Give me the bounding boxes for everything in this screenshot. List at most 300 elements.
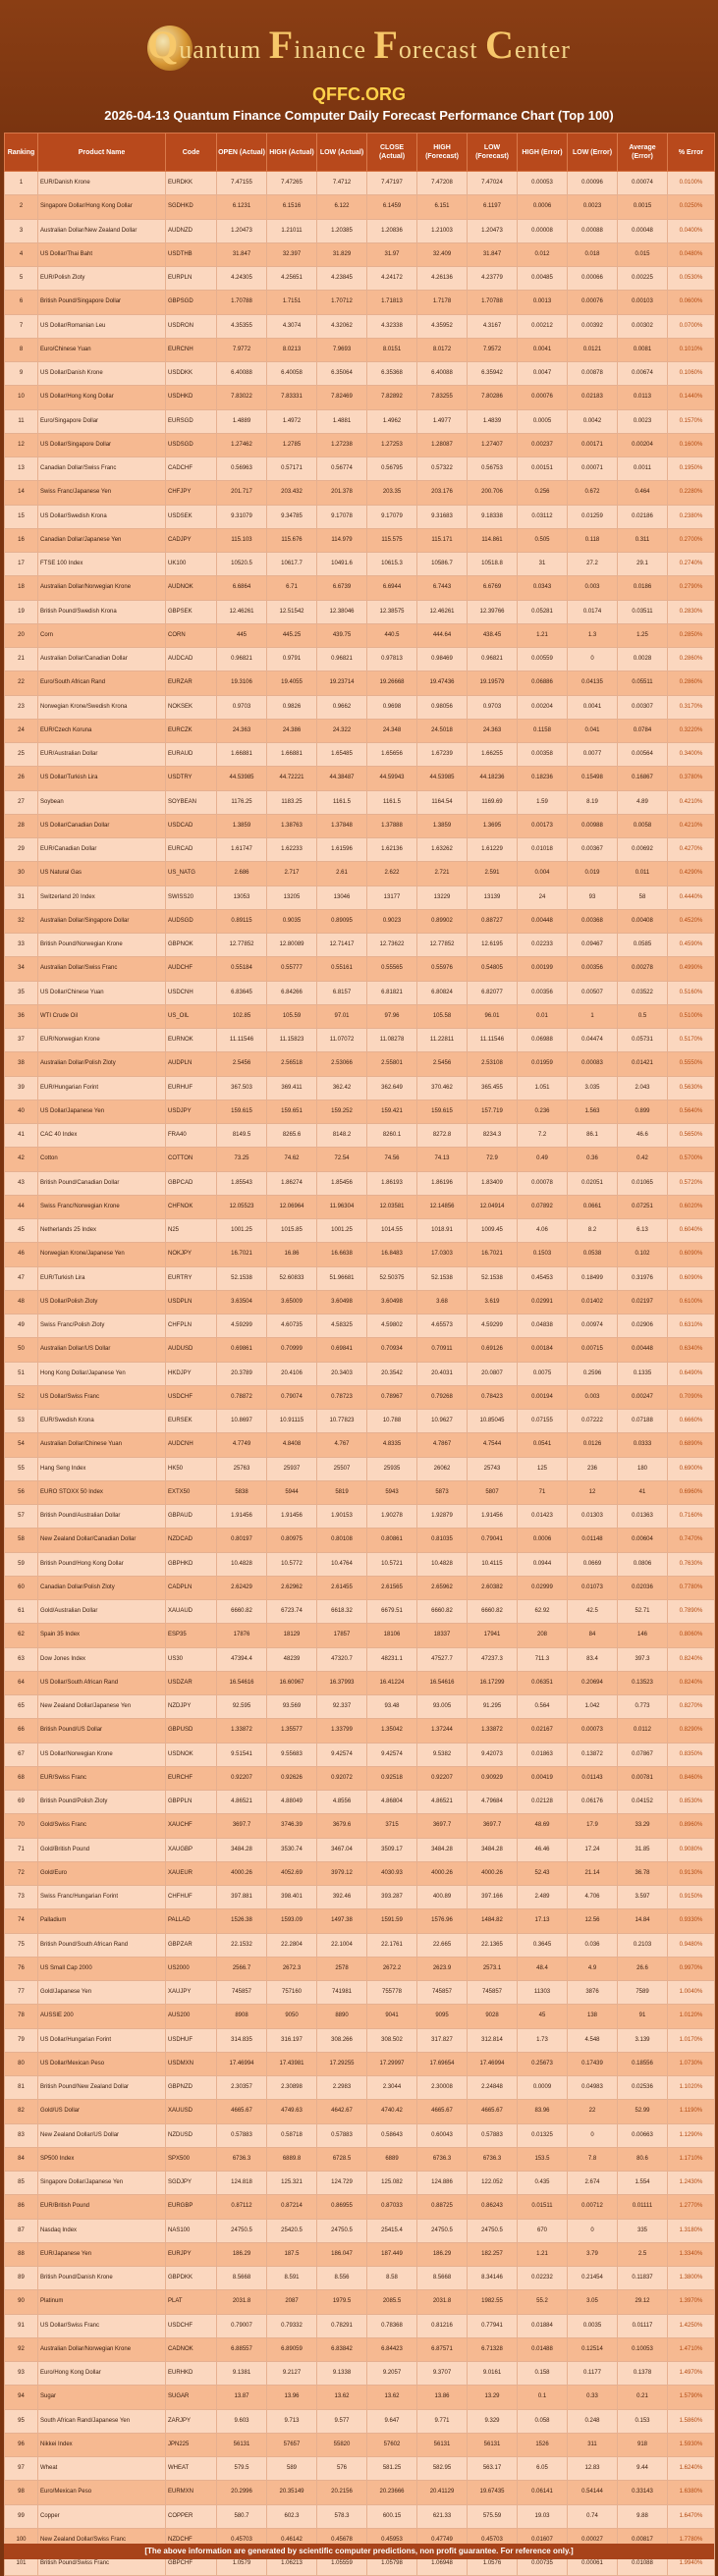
high-cell: 398.401 [267,1886,317,1909]
logo-letter-q: Q [147,23,180,67]
low-error-cell: 0.0035 [568,2314,618,2337]
low-cell: 24.322 [317,719,367,742]
high-error-cell: 0.00448 [518,909,568,933]
high-error-cell: 0.00184 [518,1338,568,1362]
high-error-cell: 0.158 [518,2362,568,2386]
product-name-cell: Gold/Swiss Franc [38,1814,166,1838]
low-forecast-cell: 6.1197 [468,195,518,219]
low-forecast-cell: 7.47024 [468,172,518,195]
high-forecast-cell: 6.40088 [417,362,468,386]
code-cell: AUDNZD [166,219,217,242]
high-forecast-cell: 400.89 [417,1886,468,1909]
open-cell: 745857 [217,1981,267,2005]
code-cell: CORN [166,623,217,647]
high-error-cell: 0.25673 [518,2052,568,2075]
product-name-cell: US Dollar/Japanese Yen [38,1100,166,1123]
low-forecast-cell: 0.86243 [468,2195,518,2219]
percent-error-cell: 0.1570% [668,409,715,433]
low-cell: 4642.67 [317,2100,367,2123]
product-name-cell: Euro/Mexican Peso [38,2481,166,2504]
code-cell: GBPDKK [166,2267,217,2290]
low-cell: 55820 [317,2433,367,2456]
high-error-cell: 0.05281 [518,600,568,623]
rank-cell: 66 [5,1719,38,1743]
high-cell: 18129 [267,1624,317,1647]
code-cell: SOYBEAN [166,790,217,814]
low-cell: 578.3 [317,2504,367,2528]
open-cell: 0.89115 [217,909,267,933]
low-forecast-cell: 3.619 [468,1290,518,1314]
close-cell: 1.35042 [367,1719,417,1743]
code-cell: XAUEUR [166,1861,217,1885]
close-cell: 1591.59 [367,1909,417,1933]
percent-error-cell: 1.0040% [668,1981,715,2005]
low-forecast-cell: 1982.55 [468,2290,518,2314]
high-forecast-cell: 1.67239 [417,743,468,767]
open-cell: 115.103 [217,528,267,552]
rank-cell: 32 [5,909,38,933]
table-row [5,2362,715,2386]
low-error-cell: 0.018 [568,242,618,266]
low-forecast-cell: 1.66255 [468,743,518,767]
high-cell: 316.197 [267,2028,317,2052]
percent-error-cell: 0.5170% [668,1029,715,1052]
high-error-cell: 0.04838 [518,1315,568,1338]
code-cell: EURGBP [166,2195,217,2219]
average-error-cell: 0.00817 [618,2528,668,2551]
product-name-cell: Canadian Dollar/Swiss Franc [38,457,166,481]
low-cell: 6.83842 [317,2337,367,2361]
low-error-cell: 1 [568,1004,618,1028]
open-cell: 9.603 [217,2409,267,2433]
low-error-cell: 0.01073 [568,1576,618,1599]
low-forecast-cell: 1.83409 [468,1171,518,1195]
open-cell: 10.4828 [217,1552,267,1576]
code-cell: CHFJPY [166,481,217,505]
product-name-cell: US Dollar/Swiss Franc [38,2314,166,2337]
low-cell: 3679.6 [317,1814,367,1838]
close-cell: 7.47197 [367,172,417,195]
open-cell: 24.363 [217,719,267,742]
high-error-cell: 0.3645 [518,1933,568,1957]
high-cell: 6723.74 [267,1600,317,1624]
code-cell: GBPAUD [166,1505,217,1529]
product-name-cell: Cotton [38,1148,166,1171]
high-error-cell: 0.0047 [518,362,568,386]
open-cell: 1.85543 [217,1171,267,1195]
high-forecast-cell: 1.92879 [417,1505,468,1529]
average-error-cell: 91 [618,2005,668,2028]
average-error-cell: 0.0585 [618,934,668,957]
code-cell: GBPPLN [166,1791,217,1814]
open-cell: 367.503 [217,1076,267,1100]
table-row [5,1791,715,1814]
high-error-cell: 1.051 [518,1076,568,1100]
logo-text [0,22,718,68]
table-row [5,886,715,909]
product-name-cell: US Dollar/Swedish Krona [38,505,166,528]
low-error-cell: 0.1177 [568,2362,618,2386]
low-forecast-cell: 3484.28 [468,1838,518,1861]
high-error-cell: 0.1158 [518,719,568,742]
low-forecast-cell: 575.59 [468,2504,518,2528]
open-cell: 2.686 [217,862,267,886]
low-forecast-cell: 19.19579 [468,671,518,695]
average-error-cell: 0.00247 [618,1385,668,1409]
rank-cell: 39 [5,1076,38,1100]
average-error-cell: 0.01088 [618,2552,668,2576]
high-cell: 0.79332 [267,2314,317,2337]
percent-error-cell: 0.6100% [668,1290,715,1314]
product-name-cell: British Pound/Swiss Franc [38,2552,166,2576]
close-cell: 440.5 [367,623,417,647]
low-cell: 6.8157 [317,981,367,1004]
low-forecast-cell: 24.363 [468,719,518,742]
product-name-cell: Spain 35 Index [38,1624,166,1647]
close-cell: 393.287 [367,1886,417,1909]
percent-error-cell: 1.5930% [668,2433,715,2456]
average-error-cell: 0.07867 [618,1743,668,1766]
rank-cell: 53 [5,1410,38,1433]
rank-cell: 21 [5,648,38,671]
high-cell: 2.56518 [267,1052,317,1076]
percent-error-cell: 1.1710% [668,2147,715,2171]
low-cell: 11.96304 [317,1195,367,1218]
high-error-cell: 0.07155 [518,1410,568,1433]
high-forecast-cell: 12.46261 [417,600,468,623]
code-cell: USDCAD [166,814,217,837]
table-row [5,2100,715,2123]
high-error-cell: 0.0541 [518,1433,568,1457]
product-name-cell: Australian Dollar/Singapore Dollar [38,909,166,933]
average-error-cell: 0.10053 [618,2337,668,2361]
low-forecast-cell: 200.706 [468,481,518,505]
high-error-cell: 0.00078 [518,1171,568,1195]
low-error-cell: 0.0126 [568,1433,618,1457]
logo-letter-f2: F [373,23,399,67]
product-name-cell: Singapore Dollar/Japanese Yen [38,2172,166,2195]
high-forecast-cell: 6.80824 [417,981,468,1004]
high-forecast-cell: 1.06948 [417,2552,468,2576]
high-cell: 757160 [267,1981,317,2005]
close-cell: 125.082 [367,2172,417,2195]
header-banner [0,0,718,133]
high-forecast-cell: 74.13 [417,1148,468,1171]
low-cell: 22.1004 [317,1933,367,1957]
high-error-cell: 46.46 [518,1838,568,1861]
average-error-cell: 0.07188 [618,1410,668,1433]
open-cell: 580.7 [217,2504,267,2528]
rank-cell: 92 [5,2337,38,2361]
high-forecast-cell: 1.28087 [417,433,468,456]
low-forecast-cell: 31.847 [468,242,518,266]
average-error-cell: 0.00103 [618,291,668,314]
product-name-cell: Australian Dollar/Norwegian Krone [38,2337,166,2361]
close-cell: 1.27253 [367,433,417,456]
high-forecast-cell: 16.54616 [417,1671,468,1694]
low-error-cell: 0.00076 [568,291,618,314]
low-cell: 8.556 [317,2267,367,2290]
product-name-cell: Switzerland 20 Index [38,886,166,909]
rank-cell: 14 [5,481,38,505]
table-row [5,267,715,291]
low-forecast-cell: 0.56753 [468,457,518,481]
product-name-cell: WTI Crude Oil [38,1004,166,1028]
rank-cell: 28 [5,814,38,837]
open-cell: 8.5668 [217,2267,267,2290]
product-name-cell: Netherlands 25 Index [38,1219,166,1243]
low-forecast-cell: 9.329 [468,2409,518,2433]
average-error-cell: 9.88 [618,2504,668,2528]
high-error-cell: 17.13 [518,1909,568,1933]
high-forecast-cell: 0.81035 [417,1529,468,1552]
high-cell: 0.9035 [267,909,317,933]
high-forecast-cell: 8.0172 [417,338,468,361]
low-error-cell: 0.00073 [568,1719,618,1743]
code-cell: NAS100 [166,2219,217,2242]
average-error-cell: 0.0081 [618,338,668,361]
code-cell: US30 [166,1647,217,1671]
table-row [5,1647,715,1671]
high-cell: 10.91115 [267,1410,317,1433]
table-row [5,1861,715,1885]
rank-cell: 95 [5,2409,38,2433]
table-row [5,1219,715,1243]
low-cell: 12.38046 [317,600,367,623]
high-error-cell: 153.5 [518,2147,568,2171]
rank-cell: 94 [5,2386,38,2409]
percent-error-cell: 0.6900% [668,1457,715,1480]
low-cell: 9.1338 [317,2362,367,2386]
low-forecast-cell: 56131 [468,2433,518,2456]
low-error-cell: 12.83 [568,2457,618,2481]
high-cell: 2672.3 [267,1957,317,1980]
open-cell: 16.54616 [217,1671,267,1694]
percent-error-cell: 0.2700% [668,528,715,552]
average-error-cell: 0.00674 [618,362,668,386]
product-name-cell: Soybean [38,790,166,814]
close-cell: 16.8483 [367,1243,417,1266]
percent-error-cell: 1.3800% [668,2267,715,2290]
close-cell: 1.71813 [367,291,417,314]
low-forecast-cell: 5807 [468,1480,518,1504]
table-row [5,2386,715,2409]
column-header: HIGH (Error) [518,134,568,172]
low-forecast-cell: 0.57883 [468,2123,518,2147]
low-forecast-cell: 1.0576 [468,2552,518,2576]
code-cell: NZDCAD [166,1529,217,1552]
high-forecast-cell: 1018.91 [417,1219,468,1243]
low-cell: 6618.32 [317,1600,367,1624]
low-cell: 576 [317,2457,367,2481]
high-cell: 0.9791 [267,648,317,671]
rank-cell: 55 [5,1457,38,1480]
code-cell: N25 [166,1219,217,1243]
table-body [5,172,715,2576]
code-cell: EURTRY [166,1266,217,1290]
high-forecast-cell: 1.37244 [417,1719,468,1743]
average-error-cell: 0.2103 [618,1933,668,1957]
high-error-cell: 1.21 [518,2242,568,2266]
table-row [5,528,715,552]
table-row [5,172,715,195]
high-forecast-cell: 9095 [417,2005,468,2028]
high-cell: 48239 [267,1647,317,1671]
low-error-cell: 12.56 [568,1909,618,1933]
low-error-cell: 0.00071 [568,457,618,481]
table-row [5,934,715,957]
low-error-cell: 8.2 [568,1219,618,1243]
average-error-cell: 0.00663 [618,2123,668,2147]
table-row [5,1266,715,1290]
average-error-cell: 3.597 [618,1886,668,1909]
high-cell: 8265.6 [267,1124,317,1148]
rank-cell: 65 [5,1695,38,1719]
close-cell: 0.58643 [367,2123,417,2147]
close-cell: 0.78368 [367,2314,417,2337]
rank-cell: 52 [5,1385,38,1409]
low-forecast-cell: 13139 [468,886,518,909]
high-error-cell: 0.00559 [518,648,568,671]
average-error-cell: 0.21 [618,2386,668,2409]
percent-error-cell: 1.7780% [668,2528,715,2551]
low-forecast-cell: 2.53108 [468,1052,518,1076]
high-cell: 25937 [267,1457,317,1480]
low-forecast-cell: 9028 [468,2005,518,2028]
open-cell: 56131 [217,2433,267,2456]
low-error-cell: 0.00061 [568,2552,618,2576]
percent-error-cell: 0.2850% [668,623,715,647]
open-cell: 1526.38 [217,1909,267,1933]
close-cell: 8.0151 [367,338,417,361]
high-error-cell: 0.00419 [518,1766,568,1790]
open-cell: 201.717 [217,481,267,505]
table-row [5,838,715,862]
close-cell: 4.32338 [367,314,417,338]
close-cell: 12.03581 [367,1195,417,1218]
low-cell: 1.61596 [317,838,367,862]
code-cell: USDHUF [166,2028,217,2052]
high-cell: 8.0213 [267,338,317,361]
percent-error-cell: 0.5650% [668,1124,715,1148]
product-name-cell: British Pound/South African Rand [38,1933,166,1957]
open-cell: 4.24305 [217,267,267,291]
rank-cell: 76 [5,1957,38,1980]
low-cell: 2.53066 [317,1052,367,1076]
high-cell: 3746.39 [267,1814,317,1838]
table-row [5,2267,715,2290]
high-cell: 1.86274 [267,1171,317,1195]
open-cell: 0.55184 [217,957,267,981]
average-error-cell: 0.31976 [618,1266,668,1290]
rank-cell: 29 [5,838,38,862]
low-forecast-cell: 438.45 [468,623,518,647]
close-cell: 755778 [367,1981,417,2005]
close-cell: 1.90278 [367,1505,417,1529]
high-cell: 6.1516 [267,195,317,219]
percent-error-cell: 1.5790% [668,2386,715,2409]
code-cell: WHEAT [166,2457,217,2481]
table-row [5,2481,715,2504]
close-cell: 187.449 [367,2242,417,2266]
close-cell: 1.4962 [367,409,417,433]
rank-cell: 84 [5,2147,38,2171]
percent-error-cell: 1.1020% [668,2076,715,2100]
high-error-cell: 0.564 [518,1695,568,1719]
low-error-cell: 0.00715 [568,1338,618,1362]
high-error-cell: 0.00076 [518,386,568,409]
high-cell: 2.30898 [267,2076,317,2100]
high-forecast-cell: 7.83255 [417,386,468,409]
rank-cell: 73 [5,1886,38,1909]
average-error-cell: 0.464 [618,481,668,505]
average-error-cell: 0.773 [618,1695,668,1719]
high-cell: 24.386 [267,719,317,742]
low-error-cell: 0.0023 [568,195,618,219]
high-cell: 4749.63 [267,2100,317,2123]
close-cell: 6889 [367,2147,417,2171]
low-cell: 201.378 [317,481,367,505]
table-row [5,1385,715,1409]
table-row [5,1076,715,1100]
low-forecast-cell: 122.052 [468,2172,518,2195]
low-error-cell: 0.0174 [568,600,618,623]
open-cell: 3484.28 [217,1838,267,1861]
close-cell: 48231.1 [367,1647,417,1671]
column-header: Average (Error) [618,134,668,172]
close-cell: 18106 [367,1624,417,1647]
average-error-cell: 46.6 [618,1124,668,1148]
percent-error-cell: 1.6470% [668,2504,715,2528]
average-error-cell: 0.899 [618,1100,668,1123]
low-error-cell: 0.019 [568,862,618,886]
average-error-cell: 0.00564 [618,743,668,767]
average-error-cell: 52.71 [618,1600,668,1624]
logo-word-4: enter [514,35,571,64]
open-cell: 314.835 [217,2028,267,2052]
average-error-cell: 0.153 [618,2409,668,2433]
table-row [5,219,715,242]
open-cell: 4.86521 [217,1791,267,1814]
code-cell: PALLAD [166,1909,217,1933]
code-cell: USDTRY [166,767,217,790]
high-cell: 6.89059 [267,2337,317,2361]
high-forecast-cell: 52.1538 [417,1266,468,1290]
low-forecast-cell: 0.78423 [468,1385,518,1409]
low-cell: 13.62 [317,2386,367,2409]
percent-error-cell: 0.4440% [668,886,715,909]
code-cell: USDZAR [166,1671,217,1694]
low-forecast-cell: 22.1365 [468,1933,518,1957]
average-error-cell: 41 [618,1480,668,1504]
low-cell: 4.23845 [317,267,367,291]
open-cell: 2.30357 [217,2076,267,2100]
percent-error-cell: 0.4990% [668,957,715,981]
close-cell: 600.15 [367,2504,417,2528]
site-link[interactable]: QFFC.ORG [312,84,406,104]
high-cell: 7.83331 [267,386,317,409]
low-forecast-cell: 4.7544 [468,1433,518,1457]
product-name-cell: Gold/Australian Dollar [38,1600,166,1624]
close-cell: 20.23666 [367,2481,417,2504]
table-row [5,1338,715,1362]
low-error-cell: 7.8 [568,2147,618,2171]
high-forecast-cell: 6.87571 [417,2337,468,2361]
close-cell: 8260.1 [367,1124,417,1148]
code-cell: EURPLN [166,267,217,291]
rank-cell: 42 [5,1148,38,1171]
rank-cell: 89 [5,2267,38,2290]
